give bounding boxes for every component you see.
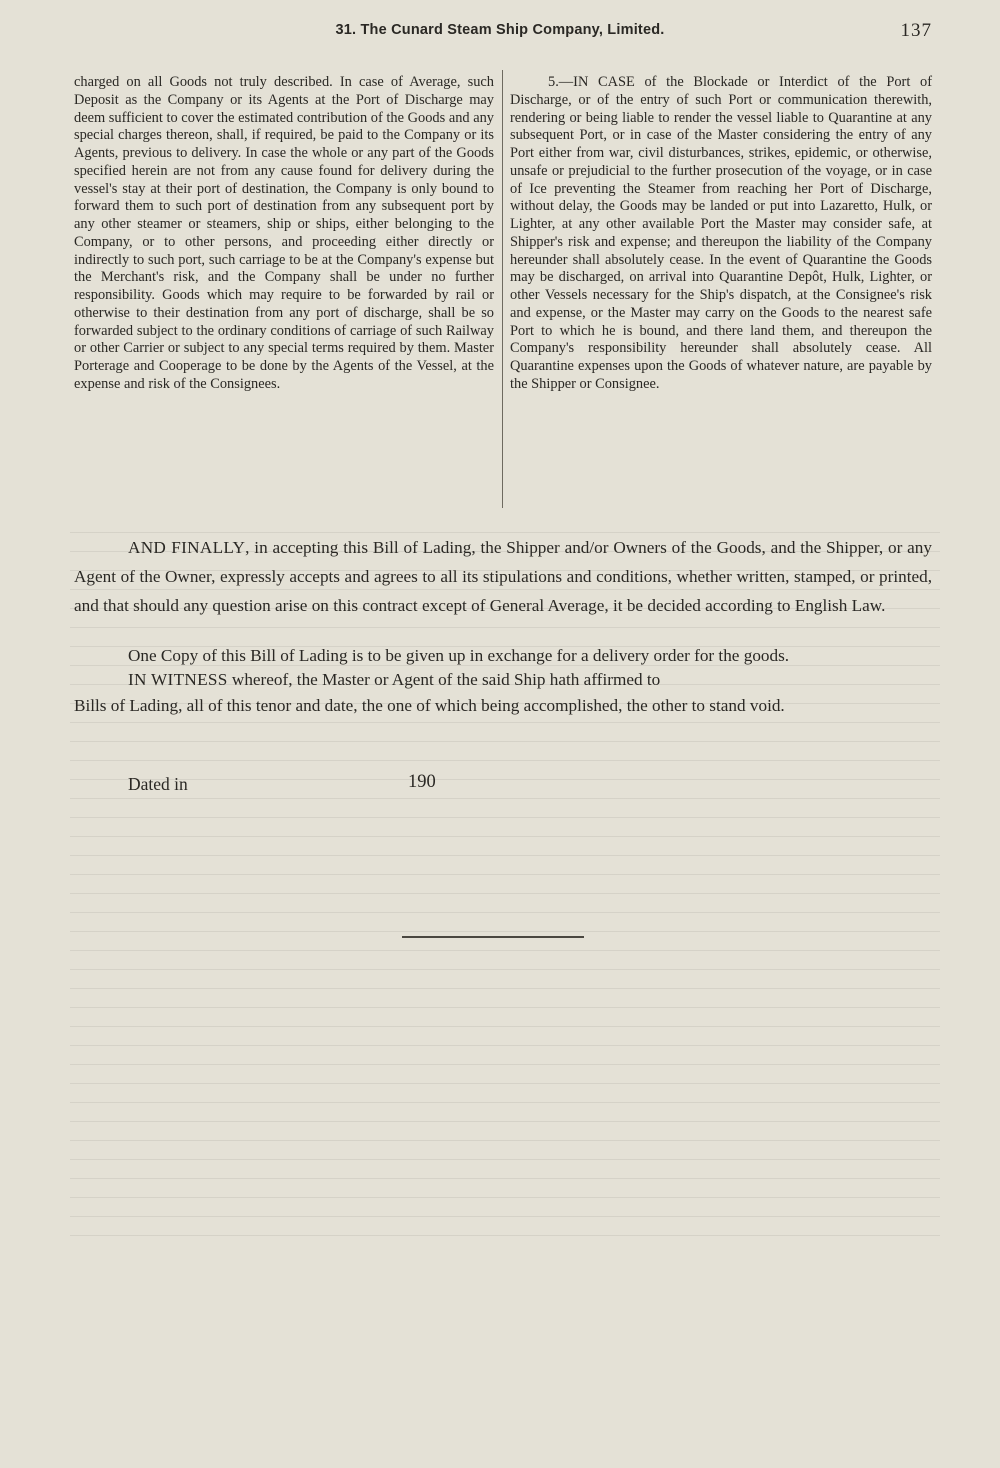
left-column-paragraph: charged on all Goods not truly described. In case of Average, such Deposit as the Company or its Agents at the Port of Discharge may deem sufficient to cover the estimated contribution of the Goods and any special charges thereon, shall, if required, be paid to the Company or its Agents, previous to delivery. In case the whole or any part of the Goods specified herein are not from any cause found for delivery during the vessel's stay at their port of destination, the Company is only bound to forward them to such port of destination from any subsequent port by any other steamer or steamers, ship or ships, either belonging to the Company, or to other persons, and proceeding either directly or indirectly to such port, such carriage to be at the Company's expense but the Merchant's risk, and the Company shall be under no further responsibility. Goods which may require to be forwarded by rail or otherwise to their destination from any port of discharge, shall be so forwarded subject to the ordinary conditions of carriage of such Railway or other Carrier or subject to any special terms required by them. Master Porterage and Cooperage to be done by the Agents of the Vessel, at the expense and risk of the Consignees. <box>74 74 494 392</box>
copy-paragraph: One Copy of this Bill of Lading is to be given up in exchange for a delivery order for the goods. <box>128 646 790 665</box>
left-column <box>74 74 494 394</box>
clause-5-paragraph: 5.—IN CASE of the Blockade or Interdict of the Port of Discharge, or of the entry of such Port or communication therewith, rendering or being liable to render the vessel liable to Quarantine at any subsequent Port, or in case of the Master considering the entry of any Port either from war, civil disturbances, strikes, epidemic, or otherwise, unsafe or prejudicial to the further prosecution of the voyage, or in case of Ice preventing the Steamer from reaching her Port of Discharge, without delay, the Goods may be landed or put into Lazaretto, Hulk, or Lighter, at any other available Port the Master may consider safe, at Shipper's risk and expense; and thereupon the liability of the Company hereunder shall absolutely cease. In the event of Quarantine the Goods may be discharged, on arrival into Quarantine Depôt, Hulk, Lighter, or other Vessels necessary for the Ship's dispatch, at the Consignee's risk and expense, or the Master may carry on the Goods to the nearest safe Port to which he is bound, and there land them, and thereupon the Company's responsibility hereunder shall absolutely cease. All Quarantine expenses upon the Goods of whatever nature, are payable by the Shipper or Consignee. <box>510 74 932 392</box>
running-title: 31. The Cunard Steam Ship Company, Limited. <box>335 22 665 38</box>
witness-lead: IN WITNESS <box>128 670 228 689</box>
running-header <box>0 22 1000 46</box>
and-finally-paragraph <box>74 533 932 620</box>
dated-label: Dated in <box>128 774 188 794</box>
witness-paragraph <box>128 665 932 694</box>
and-finally-lead: AND FINALLY <box>128 538 246 557</box>
show-through-texture <box>70 520 940 1240</box>
page-number: 137 <box>900 20 932 41</box>
dated-year: 190 <box>408 772 436 792</box>
right-column <box>510 74 932 394</box>
witness-text: whereof, the Master or Agent of the said Ship hath affirmed to <box>227 670 661 689</box>
bills-of-lading-line: Bills of Lading, all of this tenor and date, the one of which being accomplished, the other to stand void. <box>74 696 785 715</box>
column-divider <box>502 70 503 508</box>
signature-line <box>402 936 584 938</box>
and-finally-text: , in accepting this Bill of Lading, the Shipper and/or Owners of the Goods, and the Shipper, or any Agent of the Owner, expressly accepts and agrees to all its stipulations and conditions, whether written, stamped, or printed, and that should any question arise on this contract except of General Average, it be decided according to English Law. <box>74 538 932 615</box>
